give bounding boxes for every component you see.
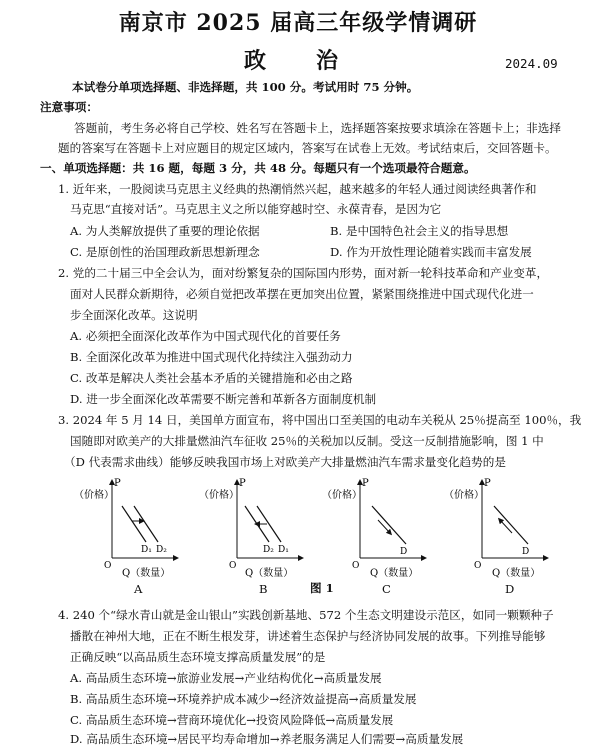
panel-label-a: A	[134, 582, 143, 596]
option-a: A. 高品质生态环境→旅游业发展→产业结构优化→高质量发展	[70, 671, 382, 685]
question-stem: 步全面深化改革。这说明	[70, 308, 198, 322]
option-d: D. 作为开放性理论随着实践而丰富发展	[330, 245, 532, 259]
axis-q-label: Q（数量）	[370, 568, 419, 579]
option-d: D. 进一步全面深化改革需要不断完善和革新各方面制度机制	[70, 392, 377, 406]
figure-1	[72, 476, 562, 594]
graph-panel-c	[322, 478, 424, 571]
axis-p: P	[484, 478, 491, 489]
question-stem: 1. 近年来，一股阅读马克思主义经典的热潮悄然兴起，越来越多的年轻人通过阅读经典著作和	[58, 182, 537, 196]
question-stem: 3. 2024 年 5 月 14 日，美国单方面宣布，将中国出口至美国的电动车关税从 25％提高至 100％，我	[58, 413, 582, 427]
axis-p-label: （价格）	[199, 490, 239, 501]
panel-label-c: C	[382, 582, 391, 596]
graph-panel-b	[199, 478, 301, 571]
question-stem: 2. 党的二十届三中全会认为，面对纷繁复杂的国际国内形势，面对新一轮科技革命和产业变革，	[58, 266, 549, 280]
question-stem: （D 代表需求曲线）能够反映我国市场上对欧美产大排量燃油汽车需求量变化趋势的是	[64, 455, 506, 469]
axis-q-label: Q（数量）	[122, 568, 171, 579]
axis-p: P	[239, 478, 246, 489]
axis-p-label: （价格）	[74, 490, 114, 501]
curve-label: D	[400, 547, 408, 557]
panel-label-d: D	[505, 582, 515, 596]
question-stem: 正确反映“以高品质生态环境支撑高质量发展”的是	[70, 650, 326, 664]
panel-labels	[72, 564, 562, 580]
option-b: B. 高品质生态环境→环境养护成本减少→经济效益提高→高质量发展	[70, 692, 417, 706]
figure-caption: 图 1	[310, 581, 334, 595]
origin: O	[104, 561, 112, 571]
exam-date: 2024.09	[505, 56, 558, 71]
axis-p: P	[114, 478, 121, 489]
option-b: B. 是中国特色社会主义的指导思想	[330, 224, 509, 238]
option-a: A. 为人类解放提供了重要的理论依据	[70, 224, 260, 238]
curve-label: D₂	[156, 545, 167, 555]
subject-title: 政 治	[243, 48, 352, 74]
curve-label: D₁	[278, 545, 289, 555]
option-a: A. 必须把全面深化改革作为中国式现代化的首要任务	[70, 329, 341, 343]
graph-panel-d	[444, 478, 546, 571]
axis-p-label: （价格）	[444, 490, 484, 501]
exam-title: 南京市 2025 届高三年级学情调研	[118, 10, 478, 36]
panel-label-b: B	[259, 582, 268, 596]
notice-line: 题的答案写在答题卡上对应题目的规定区域内，答案写在试卷上无效。考试结束后，交回答题卡。	[58, 141, 557, 155]
option-c: C. 高品质生态环境→营商环境优化→投资风险降低→高质量发展	[70, 713, 394, 727]
axis-p: P	[362, 478, 369, 489]
option-b: B. 全面深化改革为推进中国式现代化持续注入强劲动力	[70, 350, 353, 364]
option-c: C. 是原创性的治国理政新思想新理念	[70, 245, 260, 259]
question-stem: 马克思“直接对话”。马克思主义之所以能穿越时空、永葆青春，是因为它	[70, 202, 442, 216]
curve-label: D₂	[263, 545, 274, 555]
question-stem: 国随即对欧美产的大排量燃油汽车征收 25％的关税加以反制。受这一反制措施影响，图 1 中	[70, 434, 544, 448]
question-stem: 面对人民群众新期待，必须自觉把改革摆在更加突出位置，紧紧围绕推进中国式现代化进一	[70, 287, 534, 301]
notice-line: 答题前，考生务必将自己学校、姓名写在答题卡上，选择题答案按要求填涂在答题卡上；非选择	[74, 121, 561, 135]
origin: O	[474, 561, 482, 571]
option-c: C. 改革是解决人类社会基本矛盾的关键措施和必由之路	[70, 371, 353, 385]
section-heading: 一、单项选择题：共 16 题，每题 3 分，共 48 分。每题只有一个选项最符合题意。	[40, 161, 476, 175]
intro-line: 本试卷分单项选择题、非选择题，共 100 分。考试用时 75 分钟。	[72, 80, 419, 94]
notice-heading: 注意事项：	[40, 100, 98, 114]
axis-q-label: Q（数量）	[245, 568, 294, 579]
origin: O	[352, 561, 360, 571]
curve-label: D	[522, 547, 530, 557]
origin: O	[229, 561, 237, 571]
question-stem: 播散在神州大地，正在不断生根发芽，讲述着生态保护与经济协同发展的故事。下列推导能够	[70, 629, 546, 643]
question-stem: 4. 240 个“绿水青山就是金山银山”实践创新基地、572 个生态文明建设示范区，如同一颗颗种子	[58, 608, 554, 622]
axis-p-label: （价格）	[322, 490, 362, 501]
option-d: D. 高品质生态环境→居民平均寿命增加→养老服务满足人们需要→高质量发展	[70, 732, 464, 746]
curve-label: D₁	[141, 545, 152, 555]
graph-panel-a	[74, 478, 176, 571]
axis-q-label: Q（数量）	[492, 568, 541, 579]
